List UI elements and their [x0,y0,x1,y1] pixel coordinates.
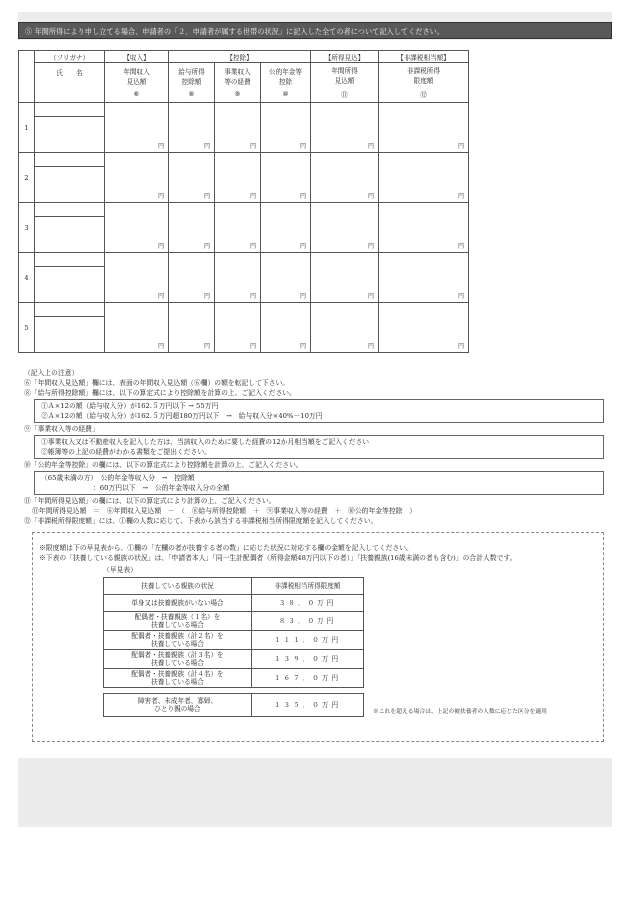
yen-unit: 円 [203,193,210,200]
col-nontax-limit-header [379,63,469,103]
ref-row-value: １６７．０万円 [252,669,364,688]
name-header: 氏 名 [35,63,105,103]
col-label: 給与所得 控除額 [178,68,205,86]
section-banner: ⑤ 年間所得により申し立てる場合、申請者の「２．申請者が属する世帯の状況」に記入した全ての者について記入してください。 [18,22,612,39]
ref-row-value: ８３．０万円 [252,612,364,631]
reference-side-note: ※これを超える場合は、上記の被扶養者の人数に応じた区分を適用 [373,709,547,715]
ref-row-label: 配偶者・扶養親族（計３名）を 扶養している場合 [104,650,252,669]
business-expense-field[interactable] [215,303,261,353]
row-number: 2 [19,153,35,203]
name-field[interactable] [35,217,105,253]
col-label: 非課税所得 限度額 [407,67,440,85]
row-number: 4 [19,253,35,303]
yen-unit: 円 [249,243,256,250]
annual-income-field[interactable] [105,203,169,253]
col-number: ⑫ [420,91,427,99]
col-pension-deduction-header [261,63,311,103]
yen-unit: 円 [203,293,210,300]
annual-income-field[interactable] [105,103,169,153]
name-field[interactable] [35,317,105,353]
salary-deduction-field[interactable] [169,153,215,203]
yen-unit: 円 [203,143,210,150]
pension-deduction-field[interactable] [261,303,311,353]
business-expense-field[interactable] [215,103,261,153]
limit-reference-table [103,577,364,688]
annual-income-field[interactable] [105,153,169,203]
yen-unit: 円 [457,293,464,300]
yen-unit: 円 [367,143,374,150]
pension-deduction-field[interactable] [261,203,311,253]
notes-title: （記入上の注意） [24,369,79,377]
col-business-expense-header [215,63,261,103]
yen-unit: 円 [157,343,164,350]
ref-extra-value: １３５．０万円 [252,694,364,717]
col-income-estimate-header [311,63,379,103]
ref-row-value: １１１．０万円 [252,631,364,650]
yen-unit: 円 [457,143,464,150]
salary-deduction-field[interactable] [169,253,215,303]
yen-unit: 円 [367,343,374,350]
name-field[interactable] [35,167,105,203]
yen-unit: 円 [299,293,306,300]
name-field[interactable] [35,267,105,303]
note-9: ⑨「事業収入等の経費」 [24,425,99,433]
ref-row-label: 単身又は扶養親族がいない場合 [104,595,252,612]
col-label: 年間所得 見込額 [331,67,358,85]
row-number: 5 [19,303,35,353]
note-6: ⑥「年間収入見込額」欄には、表面の年間収入見込額（⑥欄）の額を転記して下さい。 [24,379,290,387]
pension-deduction-field[interactable] [261,103,311,153]
note-9a: ①事業収入又は不動産収入を記入した方は、当該収入のために要した経費の12か月相当額をご記入ください [41,438,370,446]
ref-row-label: 配偶者・扶養親族（１名）を 扶養している場合 [104,612,252,631]
furigana-field[interactable] [35,103,105,117]
reference-note-1: ※限度額は下の早見表から、①欄の「左欄の者が扶養する者の数」に応じた状況に対応する欄の金額を記入してください。 [39,544,413,552]
income-estimate-field[interactable] [311,303,379,353]
yen-unit: 円 [249,143,256,150]
note-8b: ②Ａ×12の額（給与収入分）が162.５万円超180万円以下 → 給与収入分×40%－10万円 [41,412,323,420]
ref-row-value: ３８．０万円 [252,595,364,612]
yen-unit: 円 [457,193,464,200]
row-number: 1 [19,103,35,153]
furigana-field[interactable] [35,253,105,267]
ref-extra-label: 障害者、未成年者、寡婦、 ひとり親の場合 [104,694,252,717]
income-estimate-field[interactable] [311,203,379,253]
limit-reference-box [32,532,604,742]
income-table [18,50,469,353]
business-expense-field[interactable] [215,253,261,303]
col-number: ⑥ [133,90,140,98]
yen-unit: 円 [457,343,464,350]
yen-unit: 円 [299,243,306,250]
row-number-header [19,51,35,103]
note-10: ⑩「公的年金等控除」の欄には、以下の算定式により控除額を計算の上、ご記入ください。 [24,461,303,469]
nontax-limit-field[interactable] [379,253,469,303]
note-10b: ：60万円以下 → 公的年金等収入分の全額 [93,484,230,492]
note-10-box [34,471,604,495]
income-group-header: 【収入】 [105,51,169,63]
salary-deduction-field[interactable] [169,303,215,353]
deduction-group-header: 【控除】 [169,51,311,63]
nontax-limit-field[interactable] [379,153,469,203]
note-9-box [34,435,604,459]
yen-unit: 円 [367,243,374,250]
col-number: ⑪ [341,91,348,99]
salary-deduction-field[interactable] [169,203,215,253]
furigana-header: （フリガナ） [35,51,105,63]
income-estimate-group-header: 【所得見込】 [311,51,379,63]
yen-unit: 円 [249,193,256,200]
business-expense-field[interactable] [215,153,261,203]
ref-row-label: 配偶者・扶養親族（計４名）を 扶養している場合 [104,669,252,688]
note-8a: ①Ａ×12の額（給与収入分）が162.５万円以下 → 55万円 [41,402,219,410]
reference-table-title: （早見表） [103,566,137,574]
yen-unit: 円 [157,193,164,200]
note-11: ⑪「年間所得見込額」の欄には、以下の算定式により計算の上、ご記入ください。 [24,497,276,505]
yen-unit: 円 [299,343,306,350]
furigana-field[interactable] [35,153,105,167]
nontax-limit-field[interactable] [379,103,469,153]
yen-unit: 円 [203,243,210,250]
note-8: ⑧「給与所得控除額」欄には、以下の算定式により控除額を計算の上、ご記入ください。 [24,389,296,397]
notes-section [24,368,604,742]
col-label: 公的年金等 控除 [269,68,302,86]
ref-row-label: 配偶者・扶養親族（計２名）を 扶養している場合 [104,631,252,650]
yen-unit: 円 [367,193,374,200]
yen-unit: 円 [157,293,164,300]
salary-deduction-field[interactable] [169,103,215,153]
yen-unit: 円 [457,243,464,250]
reference-note-2: ※下表の「扶養している親族の状況」は、「申請者本人」「同一生計配偶者（所得金額48万円以下の者）」「扶養親族(16歳未満の者も含む)」の合計人数です。 [39,554,517,562]
col-number: ⑨ [234,90,241,98]
col-salary-deduction-header [169,63,215,103]
note-8-formula-box [34,399,604,423]
note-9b: ②帳簿等の上記の経費がわかる書類をご提出ください。 [41,448,211,456]
yen-unit: 円 [157,143,164,150]
nontax-limit-field[interactable] [379,303,469,353]
note-12: ⑫「非課税所得限度額」には、①欄の人数に応じて、下表から該当する非課税相当所得限度額を記入してください。 [24,517,378,525]
name-field[interactable] [35,117,105,153]
form-sheet [18,40,612,758]
pension-deduction-field[interactable] [261,253,311,303]
nontax-limit-field[interactable] [379,203,469,253]
furigana-field[interactable] [35,303,105,317]
yen-unit: 円 [249,343,256,350]
annual-income-field[interactable] [105,253,169,303]
annual-income-field[interactable] [105,303,169,353]
col-number: ⑩ [282,90,289,98]
ref-header-limit: 非課税相当所得限度額 [252,578,364,595]
income-estimate-field[interactable] [311,253,379,303]
col-number: ⑧ [188,90,195,98]
row-number: 3 [19,203,35,253]
note-10a: （65歳未満の方） 公的年金等収入分 → 控除額 [41,474,195,482]
yen-unit: 円 [367,293,374,300]
income-estimate-field[interactable] [311,103,379,153]
col-label: 年間収入 見込額 [123,68,150,86]
limit-reference-extra-table [103,693,364,717]
yen-unit: 円 [299,143,306,150]
ref-header-status: 扶養している親族の状況 [104,578,252,595]
yen-unit: 円 [249,293,256,300]
note-11-formula: ⑪年間所得見込額 ＝ ⑥年間収入見込額 － （ ⑧給与所得控除額 ＋ ⑨事業収入等の経費 ＋ ⑩公的年金等控除 ） [32,507,417,515]
yen-unit: 円 [157,243,164,250]
income-estimate-field[interactable] [311,153,379,203]
business-expense-field[interactable] [215,203,261,253]
yen-unit: 円 [299,193,306,200]
ref-row-value: １３９．０万円 [252,650,364,669]
col-annual-income-header [105,63,169,103]
pension-deduction-field[interactable] [261,153,311,203]
col-label: 事業収入 等の経費 [224,68,251,86]
furigana-field[interactable] [35,203,105,217]
limit-group-header: 【非課税相当額】 [379,51,469,63]
yen-unit: 円 [203,343,210,350]
